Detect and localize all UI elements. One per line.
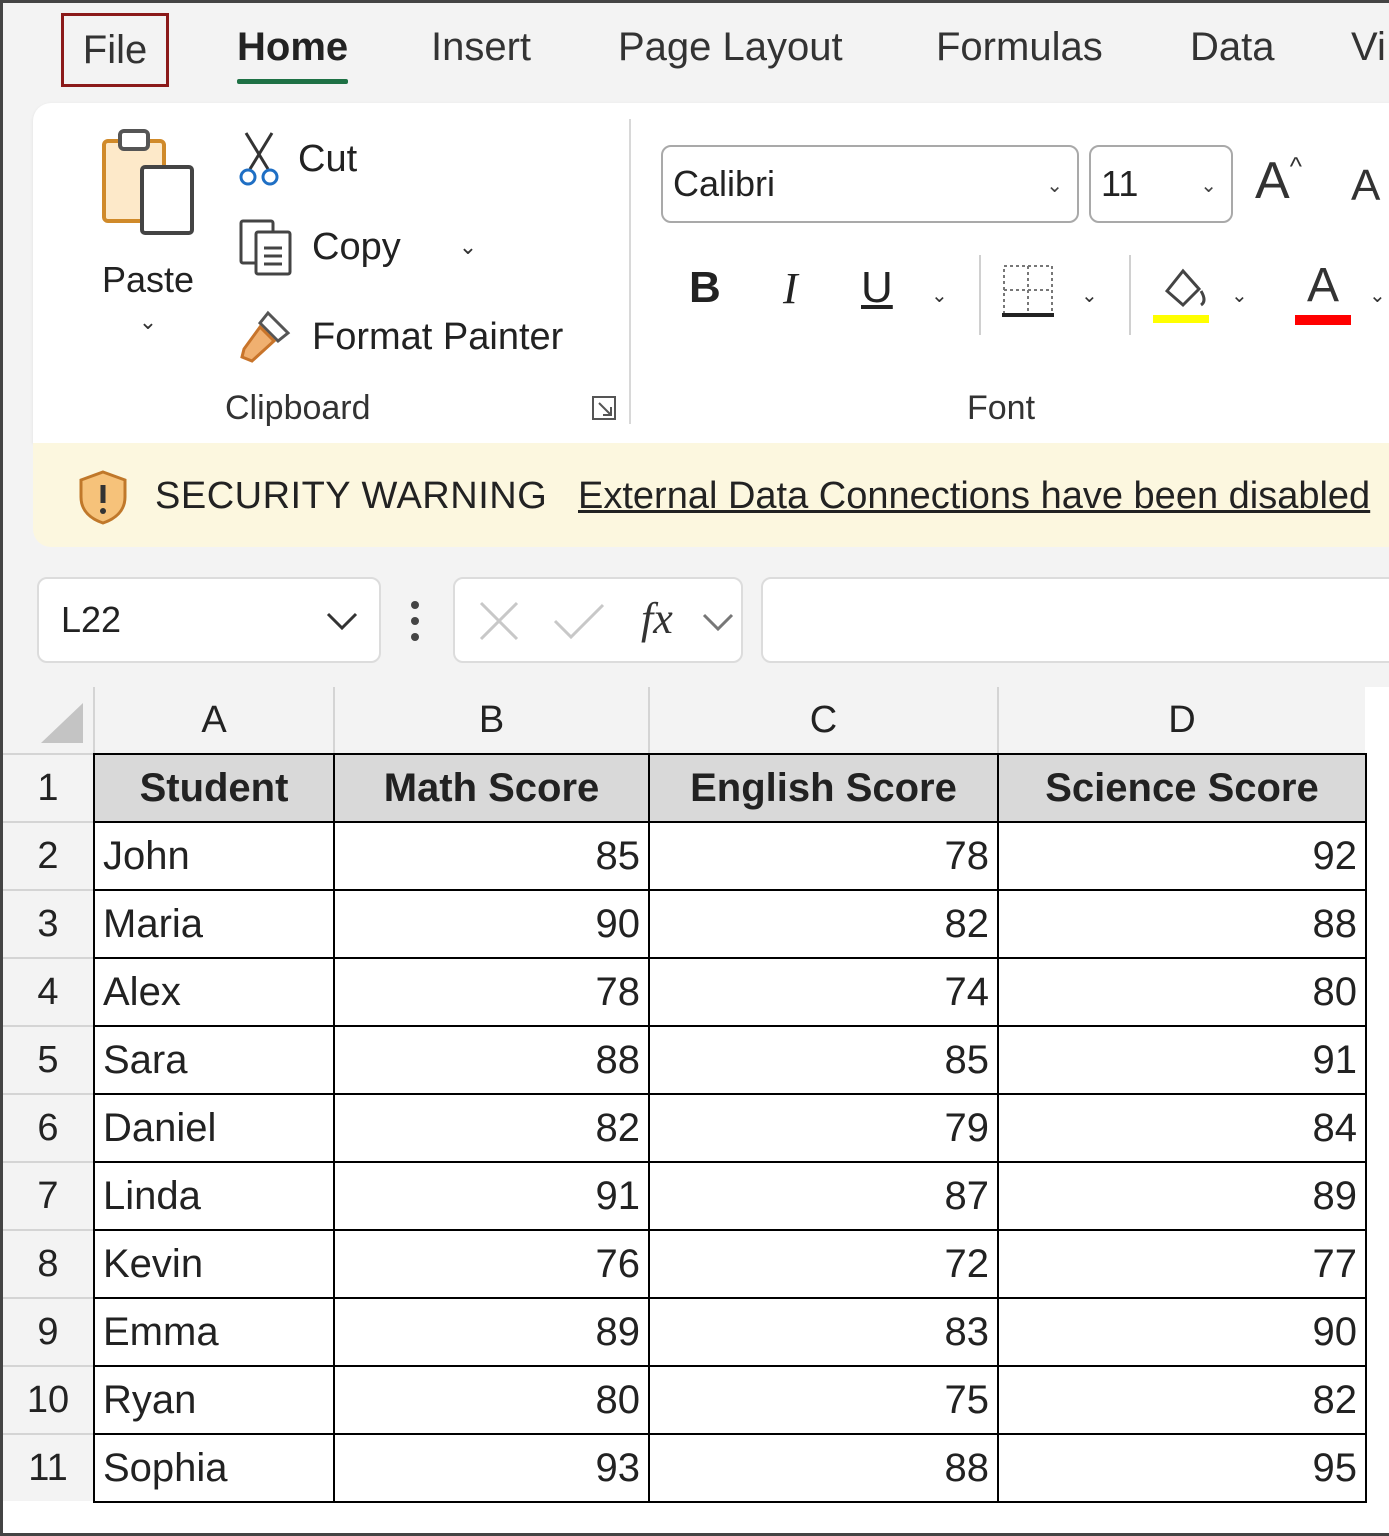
table-row [94,1162,1366,1230]
paste-button[interactable] [93,127,203,347]
chevron-down-icon[interactable] [701,611,735,633]
column-header-b[interactable]: B [333,687,648,753]
format-separator [979,255,981,335]
scissors-icon [238,131,280,187]
table-row [94,822,1366,890]
font-size-value: 11 [1101,163,1139,204]
tab-data[interactable]: Data [1190,25,1275,69]
worksheet-grid [3,687,1389,1536]
column-header-d[interactable]: D [997,687,1365,753]
score-cell[interactable]: 85 [649,1026,998,1094]
score-cell[interactable]: 95 [998,1434,1366,1502]
row-header[interactable]: 2 [3,821,93,889]
underline-button[interactable]: U [861,263,893,312]
score-cell[interactable]: 85 [334,822,649,890]
tab-view[interactable]: Vi [1351,25,1386,69]
increase-font-size-icon[interactable]: A^ [1255,151,1302,210]
data-table [93,753,1367,1503]
font-name-select[interactable] [661,145,1079,223]
score-cell[interactable]: 90 [334,890,649,958]
score-cell[interactable]: 90 [998,1298,1366,1366]
format-separator [1129,255,1131,335]
chevron-down-icon[interactable] [325,609,359,633]
header-cell[interactable]: Student [94,754,334,822]
ribbon-tabs [3,3,1389,103]
insert-function-icon[interactable]: fx [641,594,673,643]
row-header[interactable]: 9 [3,1297,93,1365]
score-cell[interactable]: 72 [649,1230,998,1298]
row-header[interactable]: 4 [3,957,93,1025]
chevron-down-icon[interactable]: ⌄ [1081,285,1098,307]
chevron-down-icon: ⌄ [1046,175,1063,197]
student-name-cell[interactable]: Kevin [94,1230,334,1298]
score-cell[interactable]: 91 [334,1162,649,1230]
shield-warning-icon [77,469,129,525]
tab-formulas[interactable]: Formulas [936,25,1103,69]
select-all-triangle-icon [3,687,93,753]
column-header-a[interactable]: A [93,687,333,753]
score-cell[interactable]: 83 [649,1298,998,1366]
group-separator [629,119,631,424]
score-cell[interactable]: 92 [998,822,1366,890]
row-header[interactable]: 6 [3,1093,93,1161]
table-row [94,1434,1366,1502]
score-cell[interactable]: 88 [334,1026,649,1094]
paste-label: Paste [101,259,195,300]
bold-button[interactable]: B [689,263,721,312]
row-header[interactable]: 11 [3,1433,93,1501]
score-cell[interactable]: 88 [998,890,1366,958]
decrease-font-size-icon[interactable]: A [1351,161,1381,210]
table-row [94,958,1366,1026]
cancel-icon[interactable] [477,599,521,643]
column-header-c[interactable]: C [648,687,997,753]
score-cell[interactable]: 75 [649,1366,998,1434]
row-header[interactable]: 10 [3,1365,93,1433]
security-warning-title: SECURITY WARNING [155,475,548,517]
row-header[interactable]: 7 [3,1161,93,1229]
student-name-cell[interactable]: Ryan [94,1366,334,1434]
ribbon [33,103,1389,443]
score-cell[interactable]: 78 [334,958,649,1026]
table-row [94,890,1366,958]
score-cell[interactable]: 82 [334,1094,649,1162]
student-name-cell[interactable]: Linda [94,1162,334,1230]
font-color-icon[interactable] [1295,259,1351,327]
score-cell[interactable]: 84 [998,1094,1366,1162]
formula-input[interactable] [761,577,1389,663]
student-name-cell[interactable]: John [94,822,334,890]
score-cell[interactable]: 76 [334,1230,649,1298]
name-box[interactable] [37,577,381,663]
score-cell[interactable]: 80 [334,1366,649,1434]
chevron-down-icon[interactable]: ⌄ [458,234,478,259]
score-cell[interactable]: 82 [998,1366,1366,1434]
italic-button[interactable]: I [783,264,798,313]
student-name-cell[interactable]: Maria [94,890,334,958]
borders-icon[interactable] [1001,263,1055,317]
font-size-select[interactable] [1089,145,1233,223]
name-box-value: L22 [61,599,122,640]
table-row [94,1298,1366,1366]
score-cell[interactable]: 89 [334,1298,649,1366]
score-cell[interactable]: 79 [649,1094,998,1162]
header-cell[interactable]: English Score [649,754,998,822]
table-row [94,1230,1366,1298]
copy-icon [238,218,294,276]
copy-label: Copy [312,225,401,268]
chevron-down-icon[interactable]: ⌄ [931,285,948,307]
score-cell[interactable]: 82 [649,890,998,958]
table-row [94,1094,1366,1162]
row-header[interactable]: 8 [3,1229,93,1297]
score-cell[interactable]: 88 [649,1434,998,1502]
enter-check-icon[interactable] [551,599,607,643]
score-cell[interactable]: 74 [649,958,998,1026]
more-options-icon[interactable] [407,599,423,643]
header-cell[interactable]: Math Score [334,754,649,822]
paintbrush-icon [238,309,294,365]
table-row [94,1026,1366,1094]
svg-text:A: A [1306,259,1340,312]
font-group-label: Font [967,389,1036,427]
tab-insert[interactable]: Insert [431,25,532,69]
chevron-down-icon: ⌄ [1200,175,1217,197]
chevron-down-icon[interactable]: ⌄ [1369,285,1386,307]
table-header-row [94,754,1366,822]
row-header[interactable]: 1 [3,753,93,821]
student-name-cell[interactable]: Alex [94,958,334,1026]
tab-page-layout[interactable]: Page Layout [618,25,843,69]
score-cell[interactable]: 80 [998,958,1366,1026]
table-row [94,1366,1366,1434]
format-painter-label: Format Painter [312,315,564,358]
select-all-corner[interactable] [3,687,93,753]
font-name-value: Calibri [673,163,776,204]
score-cell[interactable]: 77 [998,1230,1366,1298]
row-header[interactable]: 5 [3,1025,93,1093]
dialog-launcher-icon[interactable] [589,393,619,423]
fill-color-icon[interactable] [1151,261,1211,325]
tab-home[interactable]: Home [237,25,349,69]
score-cell[interactable]: 93 [334,1434,649,1502]
clipboard-icon [98,127,198,237]
student-name-cell[interactable]: Sophia [94,1434,334,1502]
cut-label: Cut [298,137,358,180]
security-warning-link[interactable]: External Data Connections have been disabled [578,475,1371,517]
clipboard-group-label: Clipboard [225,389,371,427]
score-cell[interactable]: 78 [649,822,998,890]
tab-file[interactable]: File [61,13,169,87]
student-name-cell[interactable]: Sara [94,1026,334,1094]
score-cell[interactable]: 89 [998,1162,1366,1230]
cut-button[interactable] [238,129,357,189]
student-name-cell[interactable]: Emma [94,1298,334,1366]
header-cell[interactable]: Science Score [998,754,1366,822]
chevron-down-icon[interactable]: ⌄ [138,309,158,334]
score-cell[interactable]: 91 [998,1026,1366,1094]
student-name-cell[interactable]: Daniel [94,1094,334,1162]
row-header[interactable]: 3 [3,889,93,957]
security-warning-bar [33,443,1389,547]
copy-button[interactable] [238,215,477,279]
score-cell[interactable]: 87 [649,1162,998,1230]
formula-buttons [453,577,743,663]
chevron-down-icon[interactable]: ⌄ [1231,285,1248,307]
format-painter-button[interactable] [238,305,563,369]
